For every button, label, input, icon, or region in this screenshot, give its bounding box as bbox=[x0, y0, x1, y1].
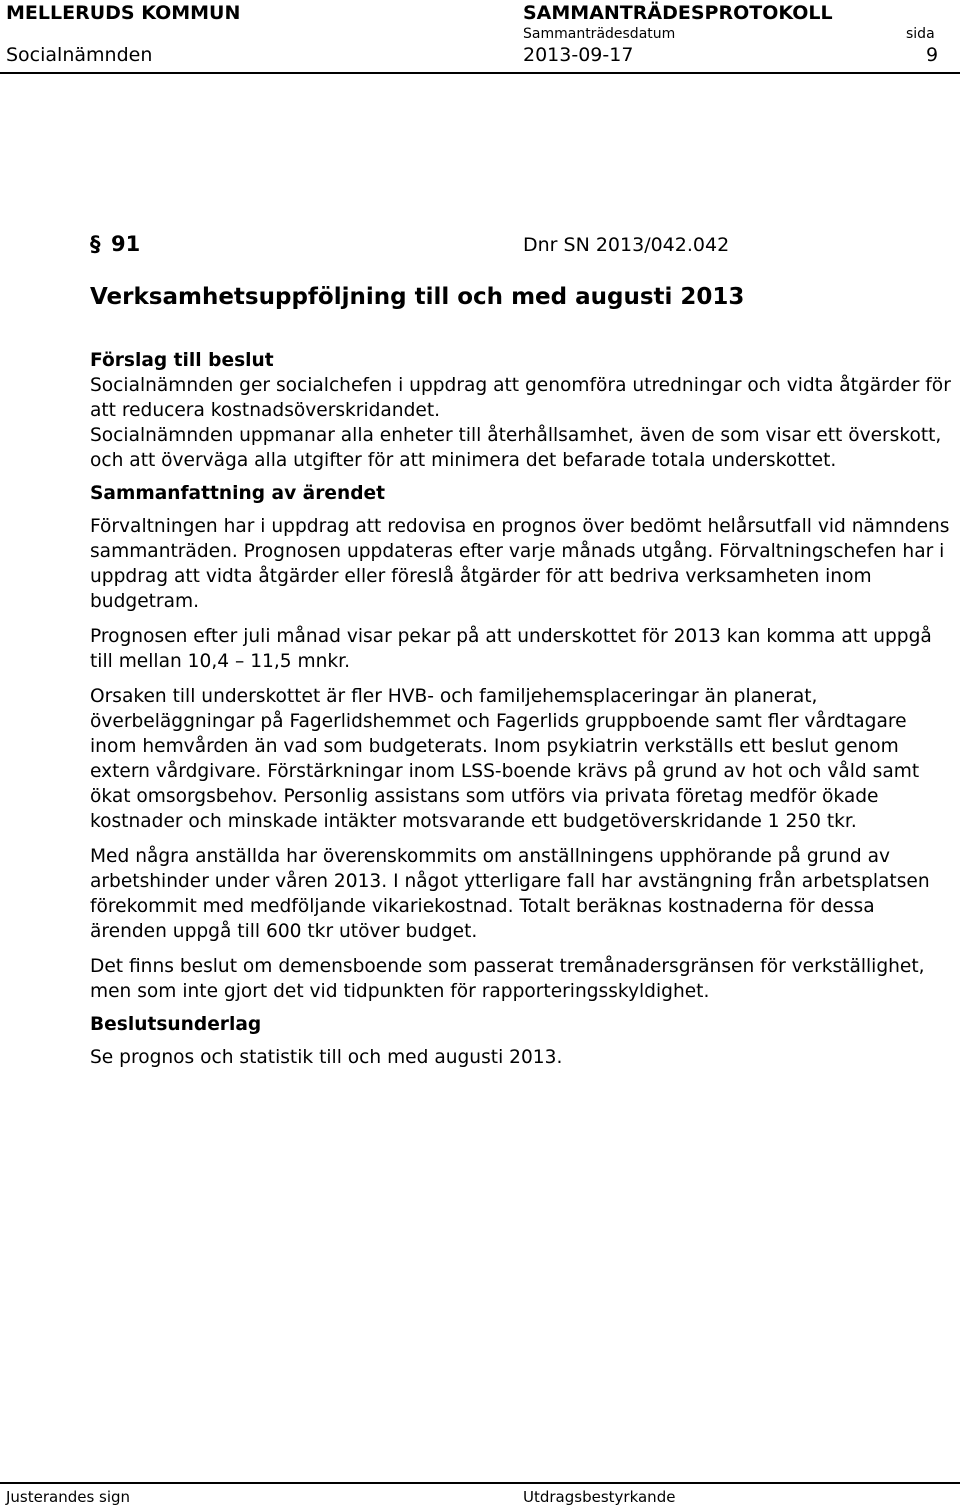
document-type: SAMMANTRÄDESPROTOKOLL bbox=[523, 2, 833, 24]
committee-name: Socialnämnden bbox=[6, 44, 153, 66]
summary-paragraph-1: Förvaltningen har i uppdrag att redovisa en prognos över bedömt helårsutfall vid nämndens sammanträden. Prognosen uppdateras efter varje månads utgång. Förvaltningschefen har i uppdrag att vidta åtgärder eller föreslå åtgärder för att bedriva verksamheten inom budgetram. bbox=[90, 516, 950, 612]
document-body bbox=[90, 348, 956, 1070]
adjuster-signature-label: Justerandes sign bbox=[6, 1488, 131, 1506]
proposal-heading: Förslag till beslut bbox=[90, 350, 274, 371]
summary-paragraph-5: Det finns beslut om demensboende som passerat tremånadersgränsen för verkställighet, men som inte gjort det vid tidpunkten för rapporteringsskyldighet. bbox=[90, 956, 925, 1002]
proposal-paragraph-2: Socialnämnden uppmanar alla enheter till återhållsamhet, även de som visar ett överskott, och att överväga alla utgifter för att minimera det befarade totala underskottet. bbox=[90, 425, 942, 471]
basis-heading: Beslutsunderlag bbox=[90, 1014, 262, 1035]
extract-certification-label: Utdragsbestyrkande bbox=[523, 1488, 676, 1506]
page-label: sida bbox=[906, 26, 935, 42]
organization-name: MELLERUDS KOMMUN bbox=[6, 2, 241, 24]
date-label: Sammanträdesdatum bbox=[523, 26, 676, 42]
summary-paragraph-2: Prognosen efter juli månad visar pekar på att underskottet för 2013 kan komma att uppgå till mellan 10,4 – 11,5 mnkr. bbox=[90, 626, 932, 672]
summary-heading: Sammanfattning av ärendet bbox=[90, 483, 386, 504]
paragraph-sign: § bbox=[90, 232, 101, 256]
header-divider bbox=[0, 72, 960, 74]
section-title: Verksamhetsuppföljning till och med augusti 2013 bbox=[90, 284, 745, 310]
meeting-date: 2013-09-17 bbox=[523, 44, 634, 66]
summary-paragraph-4: Med några anställda har överenskommits om anställningens upphörande på grund av arbetshinder under våren 2013. I något ytterligare fall har avstängning från arbetsplatsen förekommit med medföljande vikariekostnad. Totalt beräknas kostnaderna för dessa ärenden uppgå till 600 tkr utöver budget. bbox=[90, 846, 930, 942]
basis-paragraph-1: Se prognos och statistik till och med augusti 2013. bbox=[90, 1047, 563, 1068]
proposal-paragraph-1: Socialnämnden ger socialchefen i uppdrag att genomföra utredningar och vidta åtgärder för att reducera kostnadsöverskridandet. bbox=[90, 375, 951, 421]
case-number: Dnr SN 2013/042.042 bbox=[523, 234, 730, 256]
page-number: 9 bbox=[926, 44, 939, 66]
footer-divider bbox=[0, 1482, 960, 1484]
summary-paragraph-3: Orsaken till underskottet är fler HVB- och familjehemsplaceringar än planerat, överbeläggningar på Fagerlidshemmet och Fagerlids gruppboende samt fler vårdtagare inom hemvården än vad som budgeterats. Inom psykiatrin verkställs ett beslut genom extern vårdgivare. Förstärkningar inom LSS-boende krävs på grund av hot och våld samt ökat omsorgsbehov. Personlig assistans som utförs via privata företag medför ökade kostnader och minskade intäkter motsvarande ett budgetöverskridande 1 250 tkr. bbox=[90, 686, 920, 832]
paragraph-number: 91 bbox=[111, 232, 141, 256]
